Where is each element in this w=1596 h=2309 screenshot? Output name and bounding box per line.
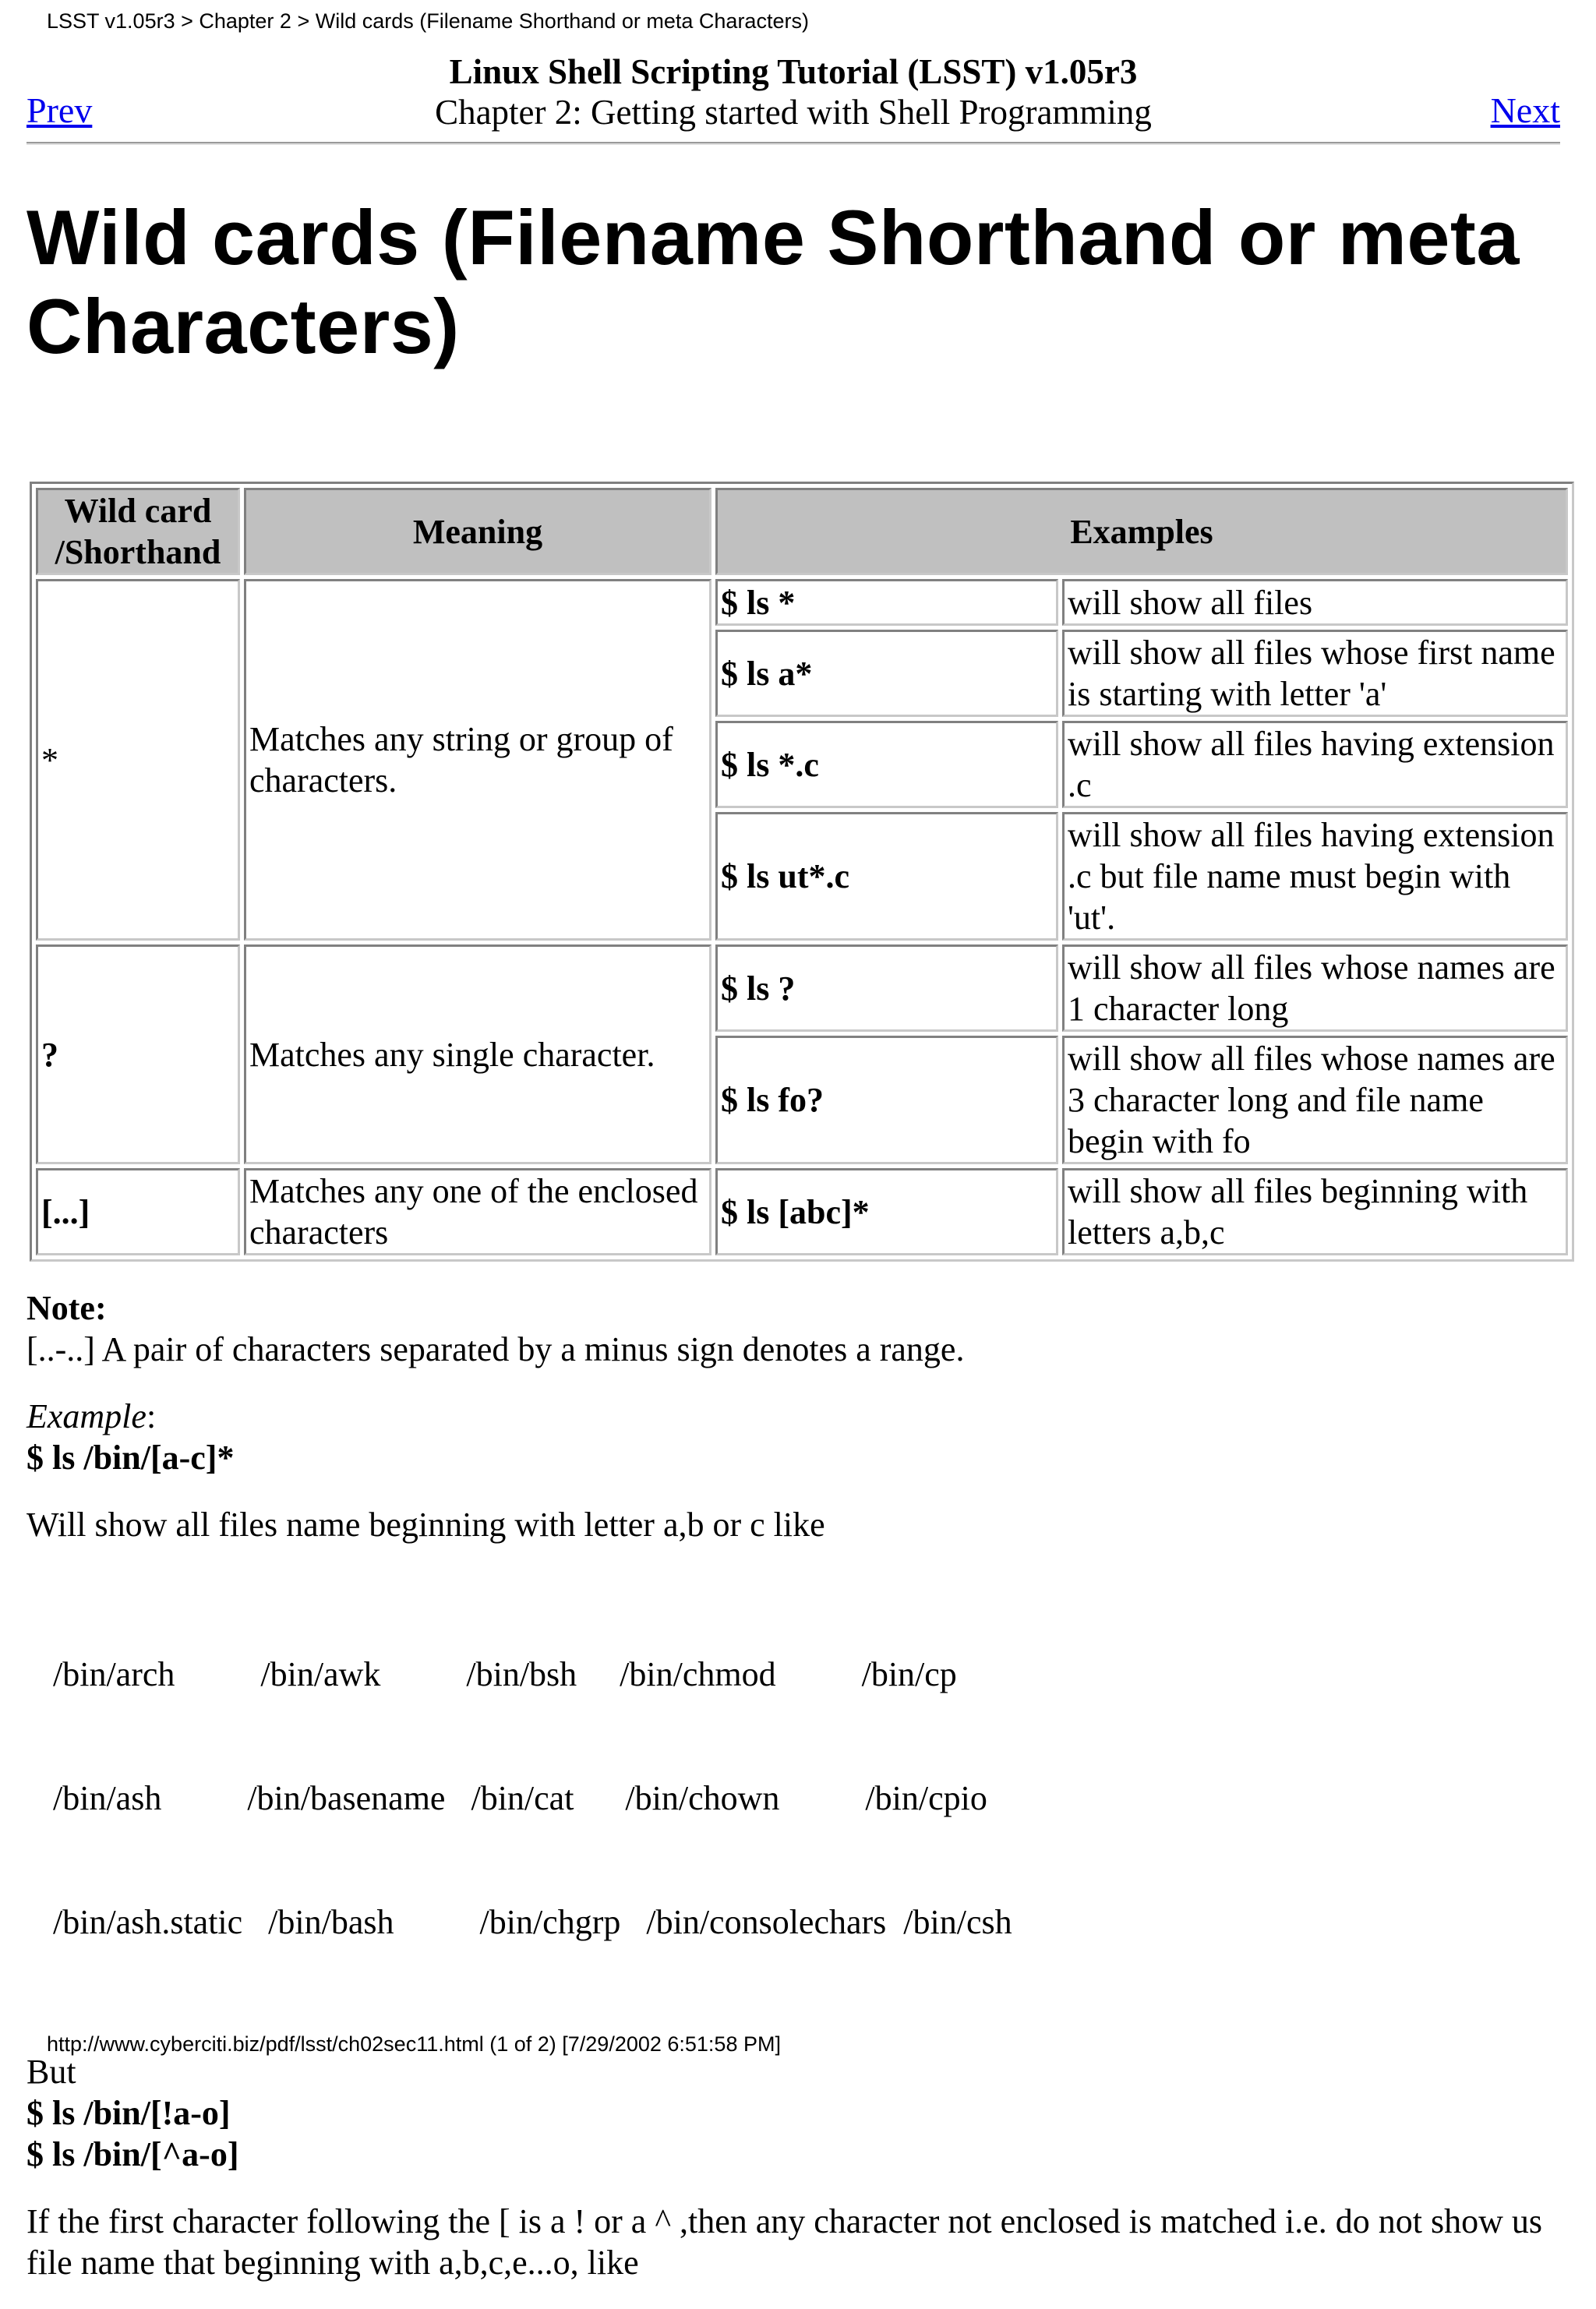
- wildcard-table: [30, 482, 1574, 1262]
- page-title: Wild cards (Filename Shorthand or meta Characters): [26, 194, 1520, 369]
- negate-bang-command: $ ls /bin/[!a-o]: [26, 2094, 231, 2132]
- chapter-title: Chapter 2: Getting started with Shell Programming: [435, 93, 1152, 132]
- example-description: will show all files: [1062, 579, 1568, 626]
- prev-link[interactable]: Prev: [26, 90, 93, 130]
- explanation-paragraph: If the first character following the [ is a ! or a ^ ,then any character not enclosed is matched i.e. do not show us file name that beginning with a,b,c,e...o, like: [26, 2202, 1542, 2282]
- example-command: $ ls /bin/[a-c]*: [26, 1439, 235, 1477]
- example-colon: :: [146, 1397, 157, 1435]
- example-command: $ ls ut*.c: [715, 812, 1058, 941]
- wildcard-cell: [...]: [36, 1168, 240, 1255]
- body-content: [26, 1287, 1577, 2309]
- table-row: [36, 944, 1568, 1032]
- print-footer: http://www.cyberciti.biz/pdf/lsst/ch02sec11.html (1 of 2) [7/29/2002 6:51:58 PM]: [47, 2032, 781, 2056]
- example-description: will show all files having extension .c: [1062, 721, 1568, 808]
- example-label: Example: [26, 1397, 147, 1435]
- note-text: [..-..] A pair of characters separated by a minus sign denotes a range.: [26, 1330, 965, 1368]
- header-wildcard: Wild card /Shorthand: [36, 488, 240, 575]
- example-command: $ ls *.c: [715, 721, 1058, 808]
- navigation-bar: [26, 51, 1560, 136]
- example-command: $ ls fo?: [715, 1036, 1058, 1164]
- table-row: [36, 579, 1568, 626]
- wildcard-cell: *: [36, 579, 240, 941]
- example-command: $ ls a*: [715, 630, 1058, 717]
- file-list-line: /bin/arch /bin/awk /bin/bsh /bin/chmod /bin/cp: [53, 1655, 957, 1693]
- file-list: [26, 1571, 1577, 2025]
- example-command: $ ls [abc]*: [715, 1168, 1058, 1255]
- file-list-line: /bin/ash.static /bin/bash /bin/chgrp /bin/consolechars /bin/csh: [53, 1903, 1012, 1941]
- table-row: [36, 1168, 1568, 1255]
- meaning-cell: Matches any string or group of characters.: [244, 579, 711, 941]
- next-link[interactable]: Next: [1490, 90, 1560, 130]
- example-command: $ ls *: [715, 579, 1058, 626]
- example-description: will show all files whose first name is starting with letter 'a': [1062, 630, 1568, 717]
- but-label: But: [26, 2053, 76, 2091]
- wildcard-cell: ?: [36, 944, 240, 1164]
- file-list-line: /bin/ash /bin/basename /bin/cat /bin/chown /bin/cpio: [53, 1779, 987, 1817]
- nav-divider: [26, 142, 1560, 145]
- will-show-paragraph: Will show all files name beginning with letter a,b or c like: [26, 1506, 825, 1544]
- print-header: LSST v1.05r3 > Chapter 2 > Wild cards (Filename Shorthand or meta Characters): [47, 9, 809, 33]
- note-label: Note:: [26, 1289, 107, 1327]
- negate-caret-command: $ ls /bin/[^a-o]: [26, 2135, 239, 2173]
- meaning-cell: Matches any one of the enclosed characters: [244, 1168, 711, 1255]
- but-paragraph: [26, 2051, 1577, 2175]
- example-paragraph: [26, 1396, 1577, 1478]
- header-examples: Examples: [715, 488, 1568, 575]
- meaning-cell: Matches any single character.: [244, 944, 711, 1164]
- note-paragraph: [26, 1287, 1577, 1370]
- header-meaning: Meaning: [244, 488, 711, 575]
- example-command: $ ls ?: [715, 944, 1058, 1032]
- example-description: will show all files whose names are 1 character long: [1062, 944, 1568, 1032]
- example-description: will show all files having extension .c but file name must begin with 'ut'.: [1062, 812, 1568, 941]
- example-description: will show all files whose names are 3 character long and file name begin with fo: [1062, 1036, 1568, 1164]
- table-header-row: [36, 488, 1568, 575]
- example-description: will show all files beginning with letters a,b,c: [1062, 1168, 1568, 1255]
- tutorial-title: Linux Shell Scripting Tutorial (LSST) v1.05r3: [449, 52, 1138, 91]
